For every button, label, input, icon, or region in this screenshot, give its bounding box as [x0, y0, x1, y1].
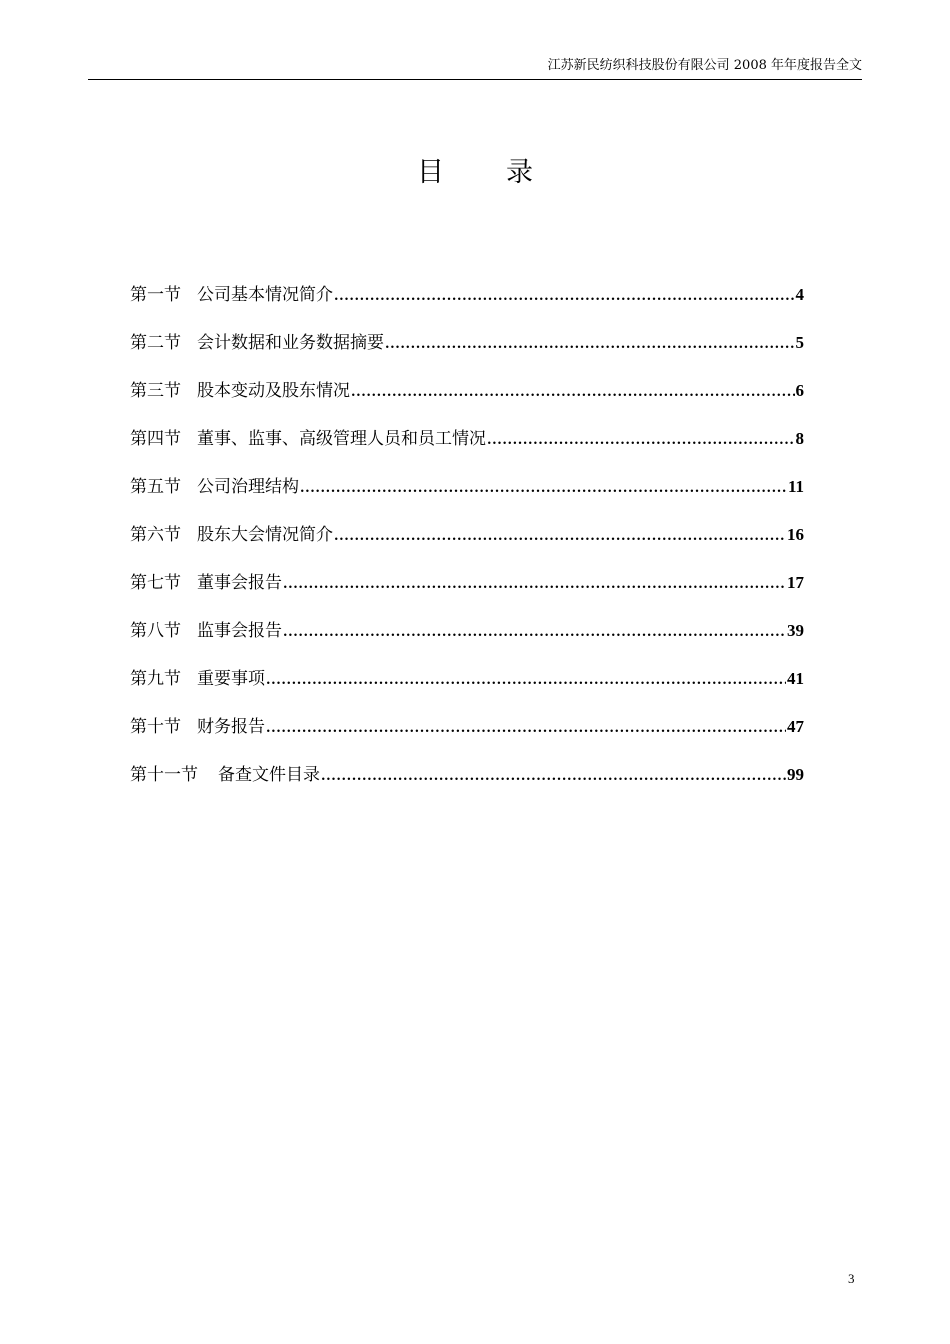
toc-section-number: 第六节 — [130, 525, 181, 545]
toc-dot-leader — [283, 570, 786, 600]
toc-page-number: 99 — [787, 765, 804, 784]
toc-entry[interactable] — [130, 280, 804, 328]
toc-section-title: 股东大会情况简介 — [197, 525, 333, 545]
toc-dot-leader — [300, 474, 787, 504]
header-text: 江苏新民纺织科技股份有限公司 2008 年年度报告全文 — [547, 58, 862, 73]
toc-entry[interactable] — [130, 568, 804, 616]
toc-section-title: 公司基本情况简介 — [197, 285, 333, 305]
toc-dot-leader — [385, 330, 795, 360]
toc-dot-leader — [283, 618, 786, 648]
toc-dot-leader — [321, 762, 786, 792]
toc-entry[interactable] — [130, 664, 804, 712]
toc-title: 目录 — [417, 157, 595, 188]
toc-entry[interactable] — [130, 328, 804, 376]
toc-section-title: 会计数据和业务数据摘要 — [197, 333, 384, 353]
toc-section-title: 备查文件目录 — [218, 765, 320, 785]
toc-section-number: 第三节 — [130, 381, 181, 401]
toc-entry[interactable] — [130, 616, 804, 664]
toc-section-number: 第一节 — [130, 285, 181, 305]
toc-entry[interactable] — [130, 712, 804, 760]
toc-section-number: 第四节 — [130, 429, 181, 449]
toc-section-title: 重要事项 — [197, 669, 265, 689]
toc-section-number: 第九节 — [130, 669, 181, 689]
toc-dot-leader — [334, 522, 786, 552]
toc-section-title: 股本变动及股东情况 — [197, 381, 350, 401]
toc-page-number: 8 — [795, 429, 804, 448]
toc-entry[interactable] — [130, 760, 804, 808]
toc-dot-leader — [487, 426, 795, 456]
toc-dot-leader — [351, 378, 795, 408]
toc-section-title: 董事、监事、高级管理人员和员工情况 — [197, 429, 486, 449]
toc-entry[interactable] — [130, 520, 804, 568]
toc-page-number: 16 — [787, 525, 804, 544]
toc-page-number: 41 — [787, 669, 804, 688]
toc-page-number: 47 — [787, 717, 804, 736]
table-of-contents — [130, 280, 804, 808]
toc-dot-leader — [334, 282, 795, 312]
toc-page-number: 17 — [787, 573, 804, 592]
toc-section-number: 第七节 — [130, 573, 181, 593]
toc-section-number: 第十一节 — [130, 765, 198, 785]
toc-section-title: 公司治理结构 — [197, 477, 299, 497]
toc-page-number: 4 — [795, 285, 804, 304]
toc-entry[interactable] — [130, 376, 804, 424]
toc-entry[interactable] — [130, 424, 804, 472]
toc-dot-leader — [266, 714, 786, 744]
toc-section-number: 第八节 — [130, 621, 181, 641]
toc-section-title: 董事会报告 — [197, 573, 282, 593]
toc-section-number: 第五节 — [130, 477, 181, 497]
toc-section-title: 财务报告 — [197, 717, 265, 737]
toc-page-number: 5 — [795, 333, 804, 352]
toc-dot-leader — [266, 666, 786, 696]
toc-page-number: 39 — [787, 621, 804, 640]
toc-section-number: 第二节 — [130, 333, 181, 353]
toc-page-number: 11 — [787, 477, 804, 496]
page-number: 3 — [848, 1271, 855, 1286]
page-header — [88, 57, 862, 80]
toc-entry[interactable] — [130, 472, 804, 520]
toc-section-title: 监事会报告 — [197, 621, 282, 641]
toc-page-number: 6 — [795, 381, 804, 400]
toc-section-number: 第十节 — [130, 717, 181, 737]
